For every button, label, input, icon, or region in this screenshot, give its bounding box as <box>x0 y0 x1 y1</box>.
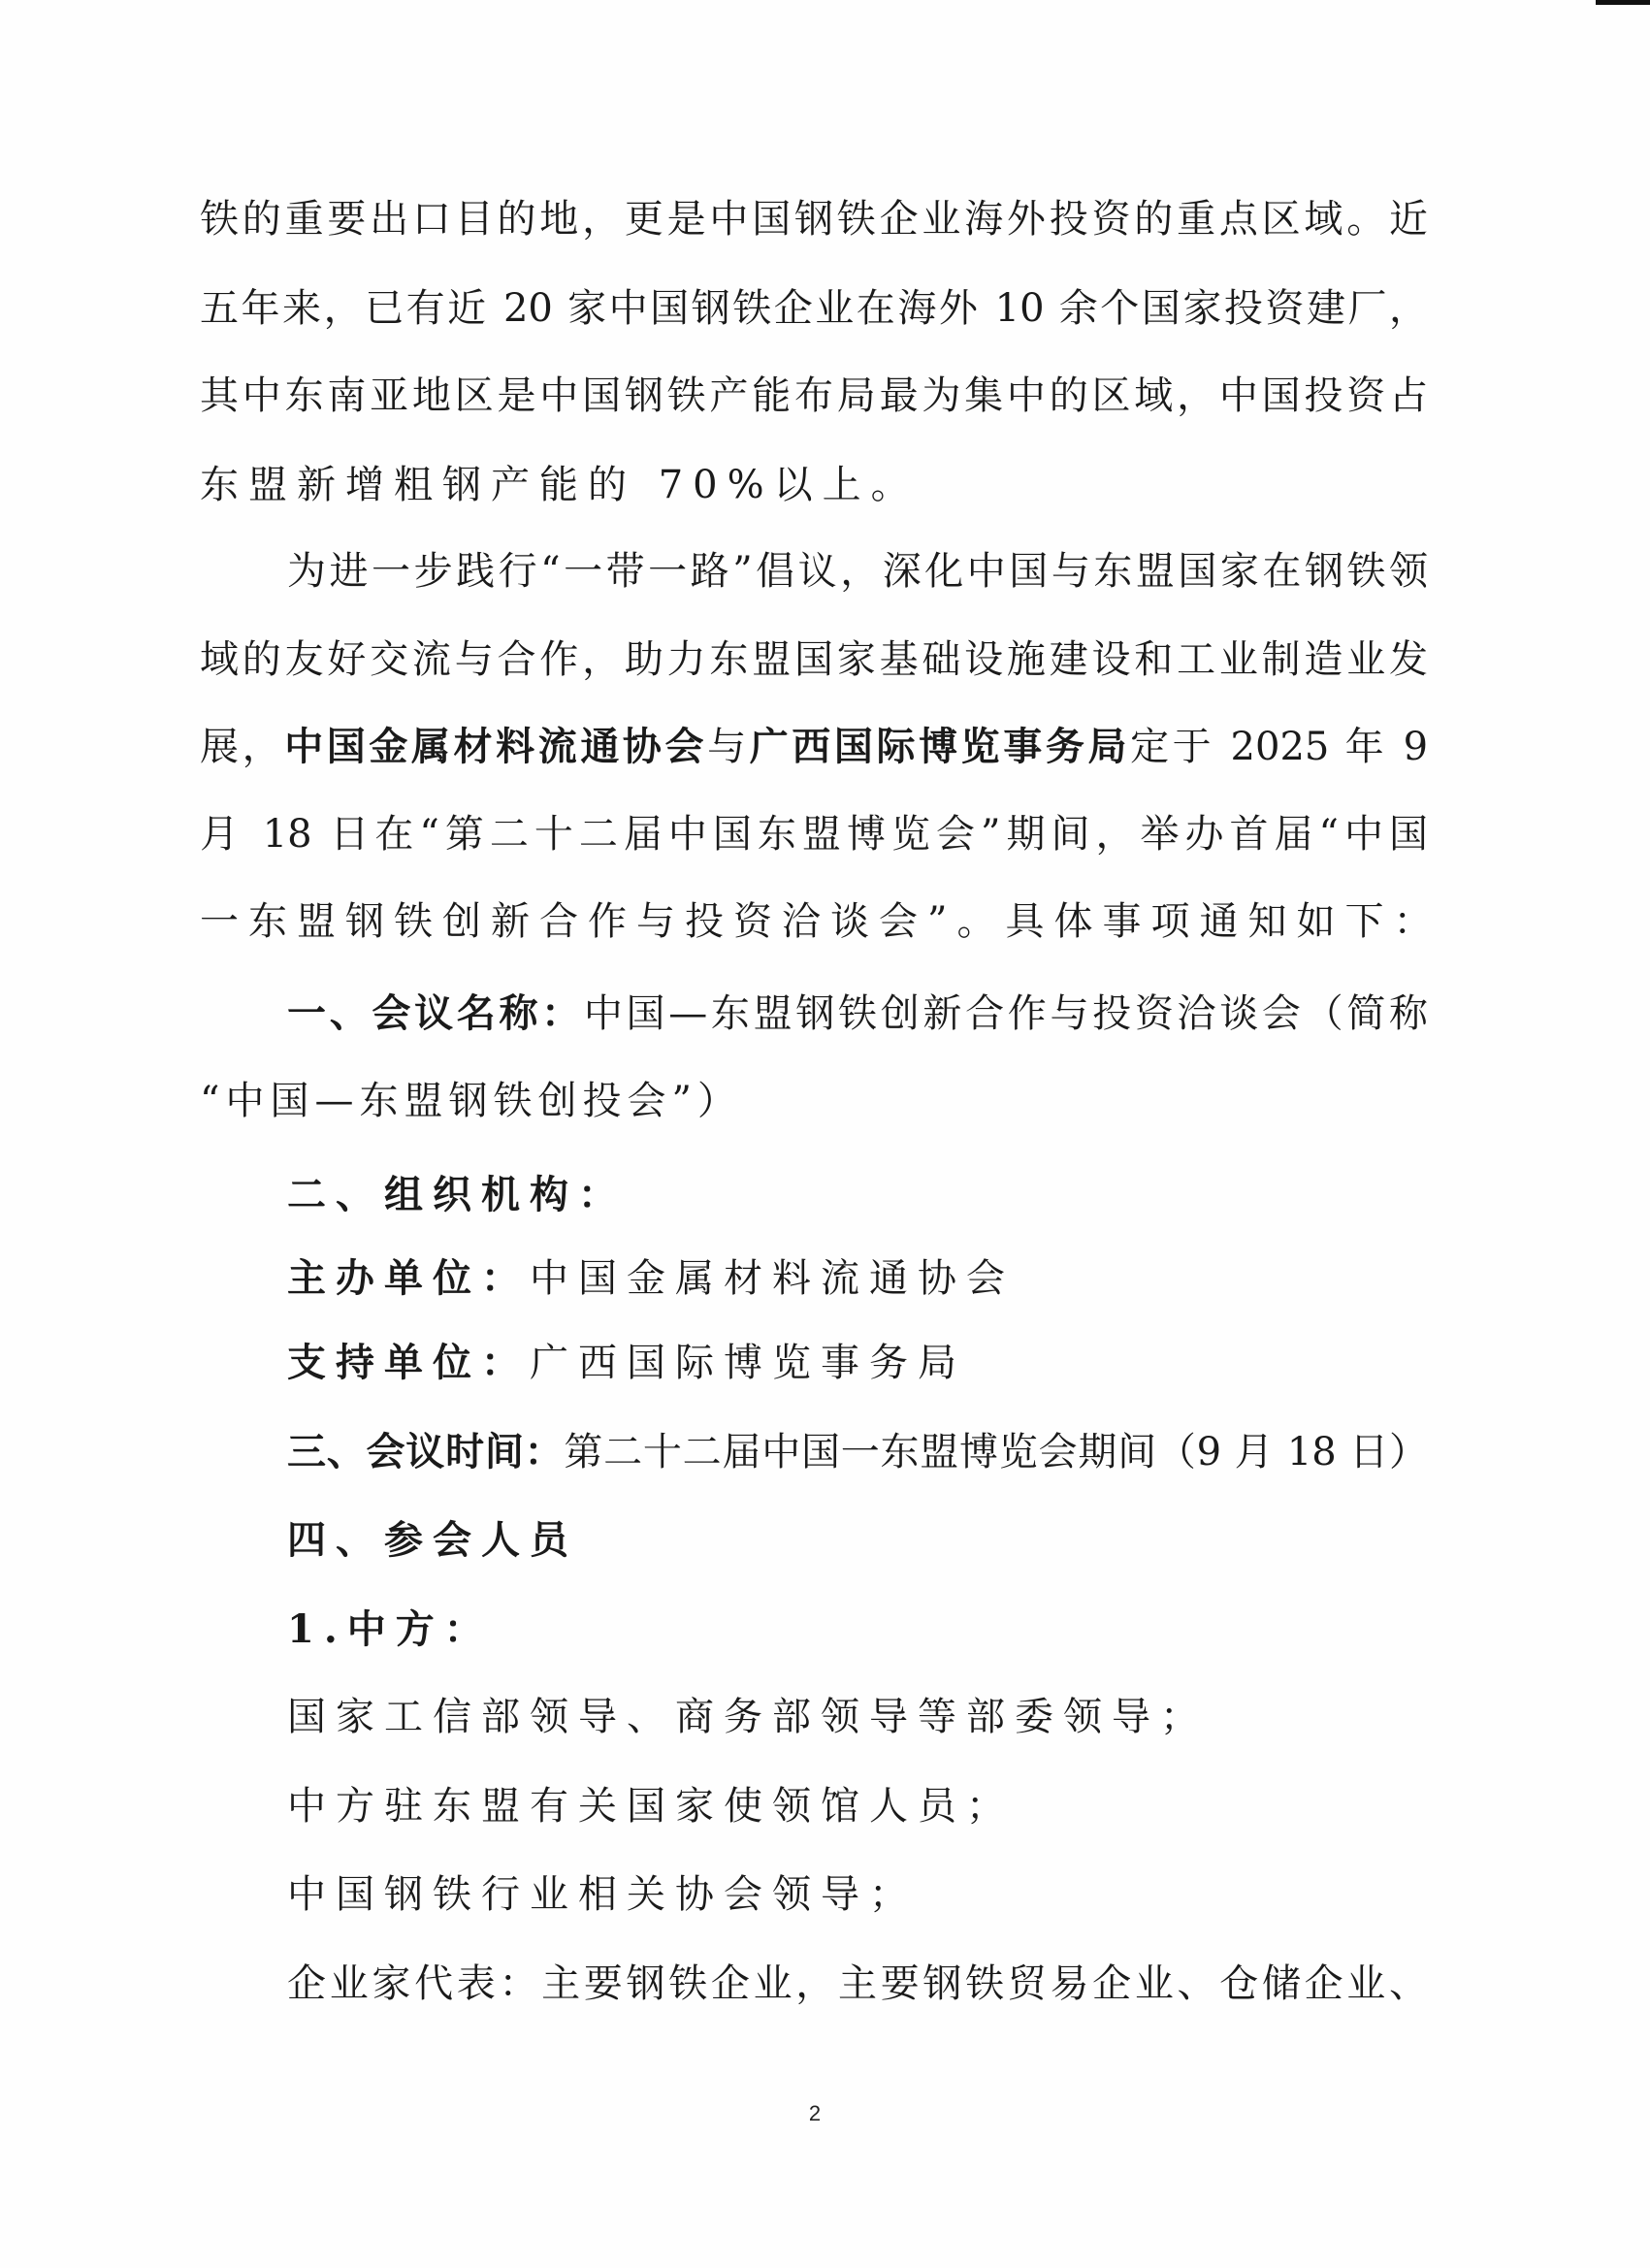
section-3-line <box>287 1423 1428 1481</box>
text-fragment: 与 <box>707 725 750 769</box>
paragraph-line: 五年来，已有近 20 家中国钢铁企业在海外 10 余个国家投资建厂， <box>200 286 1428 331</box>
attendee-item: 中国钢铁行业相关协会领导； <box>287 1872 918 1917</box>
host-line <box>287 1249 1428 1308</box>
paragraph-line: 东盟新增粗钢产能的 70%以上。 <box>200 463 920 507</box>
text-fragment: 定于 2025 年 9 <box>1130 725 1429 769</box>
paragraph-line: 其中东南亚地区是中国钢铁产能布局最为集中的区域，中国投资占 <box>200 373 1428 418</box>
support-line <box>287 1334 1428 1392</box>
scan-corner-mark <box>1596 0 1650 5</box>
subsection-heading: 1.中方： <box>287 1606 493 1652</box>
host-value: 中国金属材料流通协会 <box>530 1256 1015 1301</box>
organizer-name-bold: 中国金属材料流通协会 <box>284 724 708 769</box>
attendee-item: 企业家代表：主要钢铁企业，主要钢铁贸易企业、仓储企业、 <box>287 1961 1428 2006</box>
paragraph-line: 月 18 日在“第二十二届中国东盟博览会”期间，举办首届“中国 <box>200 812 1428 857</box>
text-fragment: 展， <box>200 725 285 769</box>
paragraph-line: 铁的重要出口目的地，更是中国钢铁企业海外投资的重点区域。近 <box>200 197 1428 242</box>
support-label: 支持单位： <box>287 1340 530 1385</box>
paragraph-line: 域的友好交流与合作，助力东盟国家基础设施建设和工业制造业发 <box>200 637 1428 682</box>
support-value: 广西国际博览事务局 <box>530 1341 966 1385</box>
host-label: 主办单位： <box>287 1255 530 1301</box>
paragraph-line: 为进一步践行“一带一路”倡议，深化中国与东盟国家在钢铁领 <box>287 549 1428 594</box>
paragraph-line: 一东盟钢铁创新合作与投资洽谈会”。具体事项通知如下： <box>200 899 1442 944</box>
section-heading: 四、参会人员 <box>287 1517 578 1563</box>
attendee-item: 国家工信部领导、商务部领导等部委领导； <box>287 1695 1209 1739</box>
section-1-line <box>287 985 1428 1043</box>
section-heading: 二、组织机构： <box>287 1172 627 1217</box>
paragraph-line <box>200 718 1428 776</box>
attendee-item: 中方驻东盟有关国家使领馆人员； <box>287 1784 1015 1829</box>
section-text: 第二十二届中国一东盟博览会期间（9 月 18 日） <box>564 1430 1428 1474</box>
section-1-line-cont: “中国—东盟钢铁创投会”） <box>200 1079 742 1123</box>
supporter-name-bold: 广西国际博览事务局 <box>749 724 1131 769</box>
section-heading: 一、会议名称： <box>287 990 584 1036</box>
section-heading: 三、会议时间： <box>287 1429 565 1474</box>
page-number: 2 <box>808 2101 822 2125</box>
section-text: 中国—东盟钢铁创新合作与投资洽谈会（简称 <box>583 991 1429 1036</box>
